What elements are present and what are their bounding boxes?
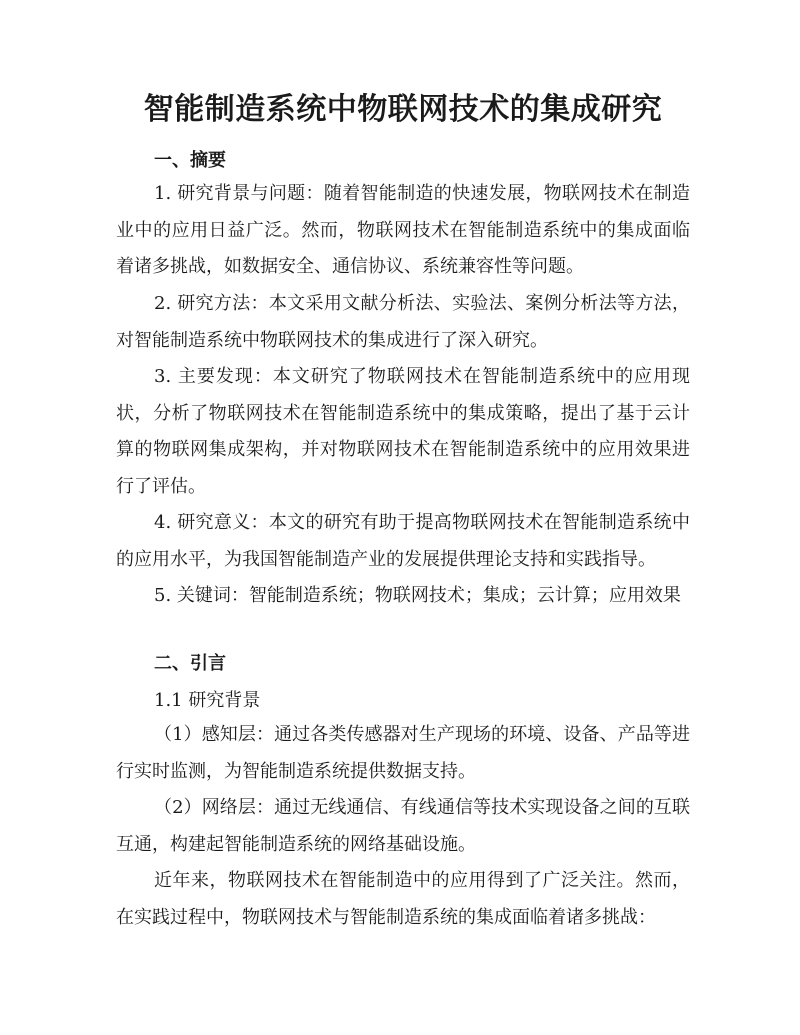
intro-paragraph: 近年来，物联网技术在智能制造中的应用得到了广泛关注。然而，在实践过程中，物联网技术与智能制造系统的集成面临着诸多挑战： <box>116 870 690 928</box>
abstract-item-4: 4. 研究意义：本文的研究有助于提高物联网技术在智能制造系统中的应用水平，为我国智能制造产业的发展提供理论支持和实践指导。 <box>116 512 690 570</box>
document-title: 智能制造系统中物联网技术的集成研究 <box>143 92 663 127</box>
abstract-heading: 一、摘要 <box>154 150 226 171</box>
abstract-item-1: 1. 研究背景与问题：随着智能制造的快速发展，物联网技术在制造业中的应用日益广泛。然而，物联网技术在智能制造系统中的集成面临着诸多挑战，如数据安全、通信协议、系统兼容性等问题。 <box>116 183 690 277</box>
abstract-item-3: 3. 主要发现：本文研究了物联网技术在智能制造系统中的应用现状，分析了物联网技术在智能制造系统中的集成策略，提出了基于云计算的物联网集成架构，并对物联网技术在智能制造系统中的应用效果进行了评估。 <box>116 366 690 497</box>
abstract-item-2: 2. 研究方法：本文采用文献分析法、实验法、案例分析法等方法，对智能制造系统中物联网技术的集成进行了深入研究。 <box>116 293 690 351</box>
intro-item-1: （1）感知层：通过各类传感器对生产现场的环境、设备、产品等进行实时监测，为智能制造系统提供数据支持。 <box>116 724 690 782</box>
intro-heading: 二、引言 <box>154 653 226 674</box>
intro-subheading: 1.1 研究背景 <box>154 690 261 711</box>
intro-item-2: （2）网络层：通过无线通信、有线通信等技术实现设备之间的互联互通，构建起智能制造系统的网络基础设施。 <box>116 797 690 855</box>
abstract-item-5: 5. 关键词：智能制造系统；物联网技术；集成；云计算；应用效果 <box>154 585 681 606</box>
